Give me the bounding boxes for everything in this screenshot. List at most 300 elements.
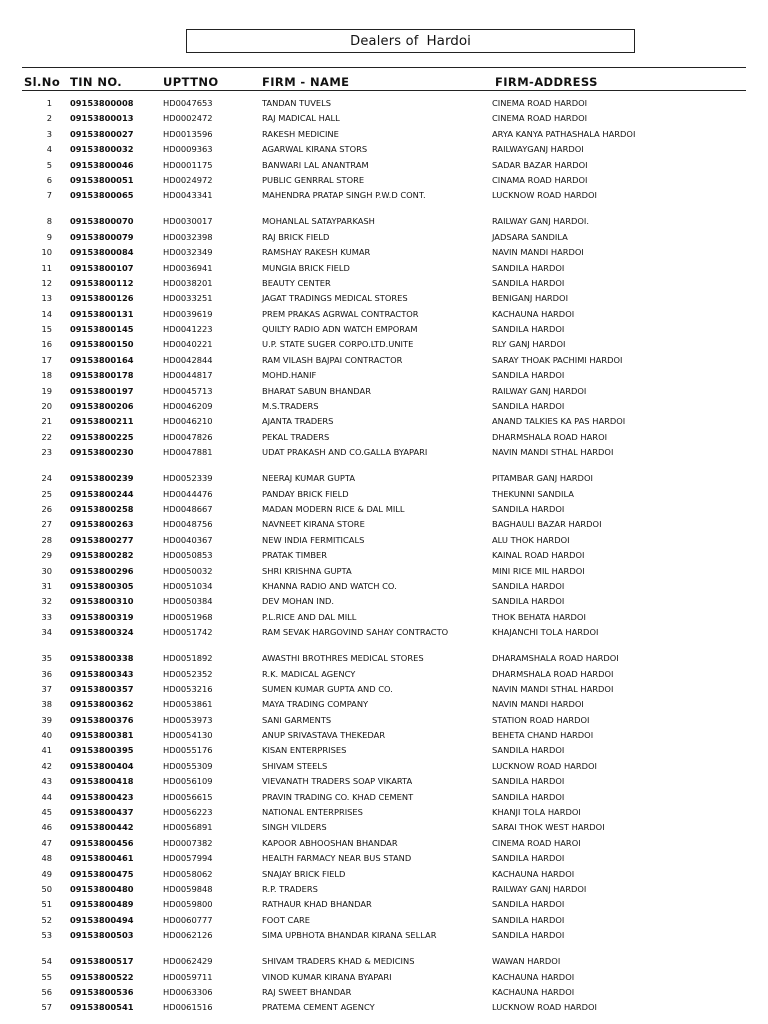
table-row <box>0 386 768 401</box>
serial-number: 11 <box>41 262 52 273</box>
table-row <box>0 930 768 956</box>
tin-number: 09153800343 <box>70 668 134 679</box>
table-row <box>0 401 768 416</box>
upttno-value: HD0046210 <box>163 416 213 427</box>
serial-number: 51 <box>41 899 52 910</box>
firm-address: SANDILA HARDOI <box>492 791 565 802</box>
upttno-value: HD0053861 <box>163 699 213 710</box>
serial-number: 53 <box>41 930 52 941</box>
table-row <box>0 129 768 144</box>
table-row <box>0 745 768 760</box>
upttno-value: HD0050853 <box>163 550 213 561</box>
serial-number: 48 <box>41 853 52 864</box>
firm-address: BENIGANJ HARDOI <box>492 293 569 304</box>
upttno-value: HD0056615 <box>163 791 213 802</box>
table-row <box>0 669 768 684</box>
serial-number: 56 <box>41 986 52 997</box>
firm-address: RAILWAYGANJ HARDOI <box>492 144 584 155</box>
serial-number: 47 <box>41 837 52 848</box>
upttno-value: HD0038201 <box>163 277 213 288</box>
serial-number: 2 <box>46 113 52 124</box>
firm-address: SANDILA HARDOI <box>492 503 565 514</box>
firm-address: LUCKNOW ROAD HARDOI <box>492 190 597 201</box>
firm-address: KACHAUNA HARDOI <box>492 868 575 879</box>
firm-address: SANDILA HARDOI <box>492 930 565 941</box>
serial-number: 18 <box>41 370 52 381</box>
table-row <box>0 432 768 447</box>
tin-number: 09153800319 <box>70 611 134 622</box>
title-district: Hardoi <box>426 33 471 49</box>
serial-number: 24 <box>41 473 52 484</box>
firm-name: M.S.TRADERS <box>262 401 319 412</box>
upttno-value: HD0032349 <box>163 247 213 258</box>
serial-number: 3 <box>46 128 52 139</box>
upttno-value: HD0048756 <box>163 519 213 530</box>
tin-number: 09153800362 <box>70 699 134 710</box>
table-row <box>0 447 768 473</box>
table-row <box>0 293 768 308</box>
firm-address: ANAND TALKIES KA PAS HARDOI <box>492 416 626 427</box>
firm-address: SANDILA HARDOI <box>492 262 565 273</box>
firm-address: STATION ROAD HARDOI <box>492 714 590 725</box>
tin-number: 09153800239 <box>70 473 134 484</box>
table-row <box>0 884 768 899</box>
upttno-value: HD0044476 <box>163 488 213 499</box>
table-row <box>0 473 768 488</box>
tin-number: 09153800437 <box>70 807 134 818</box>
firm-address: KAINAL ROAD HARDOI <box>492 550 585 561</box>
firm-name: MUNGIA BRICK FIELD <box>262 262 350 273</box>
upttno-value: HD0040367 <box>163 534 213 545</box>
firm-address: ARYA KANYA PATHASHALA HARDOI <box>492 128 636 139</box>
table-row <box>0 715 768 730</box>
firm-name: SHRI KRISHNA GUPTA <box>262 565 352 576</box>
tin-number: 09153800381 <box>70 730 134 741</box>
serial-number: 23 <box>41 447 52 458</box>
firm-address: JADSARA SANDILA <box>492 231 568 242</box>
firm-address: NAVIN MANDI HARDOI <box>492 247 584 258</box>
table-row <box>0 838 768 853</box>
tin-number: 09153800310 <box>70 596 134 607</box>
firm-address: KACHAUNA HARDOI <box>492 308 575 319</box>
firm-address: NAVIN MANDI HARDOI <box>492 699 584 710</box>
serial-number: 28 <box>41 534 52 545</box>
firm-name: NATIONAL ENTERPRISES <box>262 807 363 818</box>
firm-address: ALU THOK HARDOI <box>492 534 570 545</box>
serial-number: 37 <box>41 683 52 694</box>
serial-number: 32 <box>41 596 52 607</box>
serial-number: 1 <box>46 98 52 108</box>
upttno-value: HD0046209 <box>163 401 213 412</box>
firm-address: BAGHAULI BAZAR HARDOI <box>492 519 602 530</box>
firm-name: PRAVIN TRADING CO. KHAD CEMENT <box>262 791 414 802</box>
serial-number: 8 <box>46 216 52 227</box>
table-row <box>0 160 768 175</box>
upttno-value: HD0047826 <box>163 431 213 442</box>
serial-number: 21 <box>41 416 52 427</box>
tin-number: 09153800230 <box>70 447 134 458</box>
tin-number: 09153800258 <box>70 503 134 514</box>
serial-number: 17 <box>41 354 52 365</box>
serial-number: 6 <box>46 174 52 185</box>
serial-number: 25 <box>41 488 52 499</box>
serial-number: 30 <box>41 565 52 576</box>
tin-number: 09153800013 <box>70 113 134 124</box>
tin-number: 09153800065 <box>70 190 134 201</box>
tin-number: 09153800522 <box>70 971 134 982</box>
serial-number: 10 <box>41 247 52 258</box>
firm-address: NAVIN MANDI STHAL HARDOI <box>492 447 614 458</box>
tin-number: 09153800357 <box>70 683 134 694</box>
firm-address: BEHETA CHAND HARDOI <box>492 730 594 741</box>
serial-number: 44 <box>41 791 52 802</box>
table-row <box>0 915 768 930</box>
upttno-value: HD0059800 <box>163 899 213 910</box>
table-row <box>0 550 768 565</box>
serial-number: 16 <box>41 339 52 350</box>
table-row <box>0 612 768 627</box>
upttno-value: HD0063306 <box>163 986 213 997</box>
serial-number: 9 <box>46 231 52 242</box>
table-row <box>0 535 768 550</box>
table-row <box>0 822 768 837</box>
upttno-value: HD0002472 <box>163 113 213 124</box>
firm-name: NEW INDIA FERMITICALS <box>262 534 365 545</box>
firm-name: TANDAN TUVELS <box>262 98 332 108</box>
serial-number: 41 <box>41 745 52 756</box>
serial-number: 39 <box>41 714 52 725</box>
tin-number: 09153800027 <box>70 128 134 139</box>
firm-name: NAVNEET KIRANA STORE <box>262 519 365 530</box>
firm-name: RAKESH MEDICINE <box>262 128 339 139</box>
firm-address: SANDILA HARDOI <box>492 745 565 756</box>
table-row <box>0 416 768 431</box>
column-header-sl: Sl.No <box>24 75 61 89</box>
firm-name: SHIVAM STEELS <box>262 760 328 771</box>
firm-address: DHARAMSHALA ROAD HARDOI <box>492 653 619 664</box>
firm-name: SANI GARMENTS <box>262 714 332 725</box>
upttno-value: HD0062429 <box>163 956 213 967</box>
upttno-value: HD0013596 <box>163 128 213 139</box>
firm-address: SANDILA HARDOI <box>492 580 565 591</box>
tin-number: 09153800079 <box>70 231 134 242</box>
firm-name: SNAJAY BRICK FIELD <box>262 868 346 879</box>
serial-number: 46 <box>41 822 52 833</box>
tin-number: 09153800032 <box>70 144 134 155</box>
firm-address: SANDILA HARDOI <box>492 324 565 335</box>
tin-number: 09153800475 <box>70 868 134 879</box>
firm-name: R.P. TRADERS <box>262 883 318 894</box>
serial-number: 43 <box>41 776 52 787</box>
upttno-value: HD0001175 <box>163 159 213 170</box>
firm-name: SINGH VILDERS <box>262 822 327 833</box>
tin-number: 09153800131 <box>70 308 134 319</box>
dealer-table <box>0 98 768 1018</box>
tin-number: 09153800305 <box>70 580 134 591</box>
upttno-value: HD0032398 <box>163 231 213 242</box>
tin-number: 09153800112 <box>70 277 134 288</box>
tin-number: 09153800395 <box>70 745 134 756</box>
firm-name: AWASTHI BROTHRES MEDICAL STORES <box>262 653 424 664</box>
table-row <box>0 324 768 339</box>
firm-name: PRATAK TIMBER <box>262 550 328 561</box>
tin-number: 09153800480 <box>70 883 134 894</box>
firm-name: PREM PRAKAS AGRWAL CONTRACTOR <box>262 308 419 319</box>
upttno-value: HD0051742 <box>163 627 213 638</box>
upttno-value: HD0036941 <box>163 262 213 273</box>
upttno-value: HD0051968 <box>163 611 213 622</box>
upttno-value: HD0059848 <box>163 883 213 894</box>
upttno-value: HD0053973 <box>163 714 213 725</box>
tin-number: 09153800150 <box>70 339 134 350</box>
table-row <box>0 232 768 247</box>
firm-name: SHIVAM TRADERS KHAD & MEDICINS <box>262 956 415 967</box>
tin-number: 09153800489 <box>70 899 134 910</box>
upttno-value: HD0057994 <box>163 853 213 864</box>
upttno-value: HD0056223 <box>163 807 213 818</box>
tin-number: 09153800494 <box>70 914 134 925</box>
table-row <box>0 278 768 293</box>
firm-name: DEV MOHAN IND. <box>262 596 335 607</box>
upttno-value: HD0053216 <box>163 683 213 694</box>
firm-name: MAYA TRADING COMPANY <box>262 699 369 710</box>
serial-number: 49 <box>41 868 52 879</box>
upttno-value: HD0054130 <box>163 730 213 741</box>
tin-number: 09153800456 <box>70 837 134 848</box>
upttno-value: HD0060777 <box>163 914 213 925</box>
firm-address: DHARMSHALA ROAD HARDOI <box>492 668 614 679</box>
firm-address: SANDILA HARDOI <box>492 277 565 288</box>
firm-name: JAGAT TRADINGS MEDICAL STORES <box>262 293 408 304</box>
table-row <box>0 355 768 370</box>
firm-name: RAJ BRICK FIELD <box>262 231 330 242</box>
firm-address: RAILWAY GANJ HARDOI. <box>492 216 589 227</box>
serial-number: 42 <box>41 760 52 771</box>
upttno-value: HD0044817 <box>163 370 213 381</box>
tin-number: 09153800008 <box>70 98 134 108</box>
table-row <box>0 566 768 581</box>
column-header-firm-name: FIRM - NAME <box>262 75 350 89</box>
upttno-value: HD0058062 <box>163 868 213 879</box>
table-row <box>0 370 768 385</box>
firm-address: THOK BEHATA HARDOI <box>492 611 586 622</box>
top-divider <box>22 67 746 68</box>
firm-name: BHARAT SABUN BHANDAR <box>262 385 371 396</box>
firm-address: THEKUNNI SANDILA <box>492 488 574 499</box>
firm-name: U.P. STATE SUGER CORPO.LTD.UNITE <box>262 339 414 350</box>
firm-name: ANUP SRIVASTAVA THEKEDAR <box>262 730 386 741</box>
firm-address: SANDILA HARDOI <box>492 853 565 864</box>
firm-address: PITAMBAR GANJ HARDOI <box>492 473 593 484</box>
header-divider <box>22 90 746 91</box>
serial-number: 55 <box>41 971 52 982</box>
tin-number: 09153800107 <box>70 262 134 273</box>
table-row <box>0 175 768 190</box>
serial-number: 19 <box>41 385 52 396</box>
serial-number: 4 <box>46 144 52 155</box>
serial-number: 35 <box>41 653 52 664</box>
firm-name: MAHENDRA PRATAP SINGH P.W.D CONT. <box>262 190 426 201</box>
firm-name: AGARWAL KIRANA STORS <box>262 144 368 155</box>
tin-number: 09153800145 <box>70 324 134 335</box>
firm-address: SARAI THOK WEST HARDOI <box>492 822 605 833</box>
tin-number: 09153800277 <box>70 534 134 545</box>
serial-number: 26 <box>41 503 52 514</box>
firm-name: RAM SEVAK HARGOVIND SAHAY CONTRACTO <box>262 627 449 638</box>
firm-name: P.L.RICE AND DAL MILL <box>262 611 357 622</box>
firm-name: PEKAL TRADERS <box>262 431 330 442</box>
firm-name: BEAUTY CENTER <box>262 277 331 288</box>
firm-address: LUCKNOW ROAD HARDOI <box>492 1002 597 1013</box>
firm-address: NAVIN MANDI STHAL HARDOI <box>492 683 614 694</box>
page-title <box>186 29 635 53</box>
upttno-value: HD0042844 <box>163 354 213 365</box>
upttno-value: HD0007382 <box>163 837 213 848</box>
tin-number: 09153800244 <box>70 488 134 499</box>
table-row <box>0 339 768 354</box>
firm-address: MINI RICE MIL HARDOI <box>492 565 585 576</box>
table-row <box>0 853 768 868</box>
firm-name: RAJ SWEET BHANDAR <box>262 986 352 997</box>
firm-address: CINEMA ROAD HAROI <box>492 837 581 848</box>
serial-number: 22 <box>41 431 52 442</box>
firm-address: KACHAUNA HARDOI <box>492 986 575 997</box>
firm-address: RLY GANJ HARDOI <box>492 339 566 350</box>
firm-name: KISAN ENTERPRISES <box>262 745 347 756</box>
title-prefix: Dealers of <box>350 34 419 49</box>
firm-address: SANDILA HARDOI <box>492 370 565 381</box>
tin-number: 09153800051 <box>70 174 134 185</box>
tin-number: 09153800324 <box>70 627 134 638</box>
tin-number: 09153800197 <box>70 385 134 396</box>
table-row <box>0 144 768 159</box>
serial-number: 5 <box>46 159 52 170</box>
firm-address: WAWAN HARDOI <box>492 956 561 967</box>
firm-address: SANDILA HARDOI <box>492 776 565 787</box>
column-header-tin: TIN NO. <box>70 75 123 89</box>
table-row <box>0 113 768 128</box>
firm-name: KAPOOR ABHOOSHAN BHANDAR <box>262 837 398 848</box>
column-header-upttno: UPTTNO <box>163 75 219 89</box>
firm-name: VIEVANATH TRADERS SOAP VIKARTA <box>262 776 413 787</box>
firm-address: KACHAUNA HARDOI <box>492 971 575 982</box>
firm-name: AJANTA TRADERS <box>262 416 334 427</box>
firm-name: QUILTY RADIO ADN WATCH EMPORAM <box>262 324 418 335</box>
tin-number: 09153800178 <box>70 370 134 381</box>
firm-address: RAILWAY GANJ HARDOI <box>492 385 587 396</box>
serial-number: 40 <box>41 730 52 741</box>
table-row <box>0 653 768 668</box>
upttno-value: HD0050384 <box>163 596 213 607</box>
tin-number: 09153800084 <box>70 247 134 258</box>
firm-address: KHAJANCHI TOLA HARDOI <box>492 627 599 638</box>
table-row <box>0 1002 768 1017</box>
firm-name: RAMSHAY RAKESH KUMAR <box>262 247 371 258</box>
upttno-value: HD0056891 <box>163 822 213 833</box>
firm-name: RATHAUR KHAD BHANDAR <box>262 899 372 910</box>
table-row <box>0 684 768 699</box>
serial-number: 54 <box>41 956 52 967</box>
firm-name: NEERAJ KUMAR GUPTA <box>262 473 356 484</box>
tin-number: 09153800338 <box>70 653 134 664</box>
table-row <box>0 807 768 822</box>
upttno-value: HD0062126 <box>163 930 213 941</box>
tin-number: 09153800126 <box>70 293 134 304</box>
tin-number: 09153800225 <box>70 431 134 442</box>
upttno-value: HD0061516 <box>163 1002 213 1013</box>
tin-number: 09153800206 <box>70 401 134 412</box>
firm-address: CINEMA ROAD HARDOI <box>492 98 588 108</box>
serial-number: 13 <box>41 293 52 304</box>
serial-number: 7 <box>46 190 52 201</box>
firm-name: HEALTH FARMACY NEAR BUS STAND <box>262 853 412 864</box>
firm-address: SARAY THOAK PACHIMI HARDOI <box>492 354 623 365</box>
tin-number: 09153800296 <box>70 565 134 576</box>
upttno-value: HD0050032 <box>163 565 213 576</box>
serial-number: 31 <box>41 580 52 591</box>
firm-address: SADAR BAZAR HARDOI <box>492 159 588 170</box>
upttno-value: HD0055309 <box>163 760 213 771</box>
table-row <box>0 699 768 714</box>
table-row <box>0 519 768 534</box>
upttno-value: HD0030017 <box>163 216 213 227</box>
serial-number: 14 <box>41 308 52 319</box>
tin-number: 09153800046 <box>70 159 134 170</box>
tin-number: 09153800423 <box>70 791 134 802</box>
table-row <box>0 263 768 278</box>
firm-address: SANDILA HARDOI <box>492 596 565 607</box>
tin-number: 09153800418 <box>70 776 134 787</box>
table-row <box>0 792 768 807</box>
table-row <box>0 869 768 884</box>
tin-number: 09153800164 <box>70 354 134 365</box>
upttno-value: HD0009363 <box>163 144 213 155</box>
firm-name: VINOD KUMAR KIRANA BYAPARI <box>262 971 392 982</box>
table-row <box>0 581 768 596</box>
upttno-value: HD0052352 <box>163 668 213 679</box>
firm-address: KHANJI TOLA HARDOI <box>492 807 581 818</box>
firm-name: MOHANLAL SATAYPARKASH <box>262 216 375 227</box>
firm-address: DHARMSHALA ROAD HAROI <box>492 431 608 442</box>
upttno-value: HD0040221 <box>163 339 213 350</box>
upttno-value: HD0052339 <box>163 473 213 484</box>
upttno-value: HD0048667 <box>163 503 213 514</box>
firm-name: PANDAY BRICK FIELD <box>262 488 349 499</box>
firm-address: CINAMA ROAD HARDOI <box>492 174 588 185</box>
upttno-value: HD0051034 <box>163 580 213 591</box>
tin-number: 09153800211 <box>70 416 134 427</box>
table-row <box>0 596 768 611</box>
firm-name: UDAT PRAKASH AND CO.GALLA BYAPARI <box>262 447 428 458</box>
tin-number: 09153800282 <box>70 550 134 561</box>
table-row <box>0 899 768 914</box>
firm-address: SANDILA HARDOI <box>492 899 565 910</box>
firm-name: PRATEMA CEMENT AGENCY <box>262 1002 375 1013</box>
tin-number: 09153800070 <box>70 216 134 227</box>
upttno-value: HD0041223 <box>163 324 213 335</box>
firm-name: R.K. MADICAL AGENCY <box>262 668 356 679</box>
serial-number: 15 <box>41 324 52 335</box>
upttno-value: HD0051892 <box>163 653 213 664</box>
tin-number: 09153800263 <box>70 519 134 530</box>
upttno-value: HD0055176 <box>163 745 213 756</box>
firm-address: RAILWAY GANJ HARDOI <box>492 883 587 894</box>
table-row <box>0 627 768 653</box>
tin-number: 09153800536 <box>70 986 134 997</box>
serial-number: 34 <box>41 627 52 638</box>
upttno-value: HD0024972 <box>163 174 213 185</box>
table-row <box>0 216 768 231</box>
